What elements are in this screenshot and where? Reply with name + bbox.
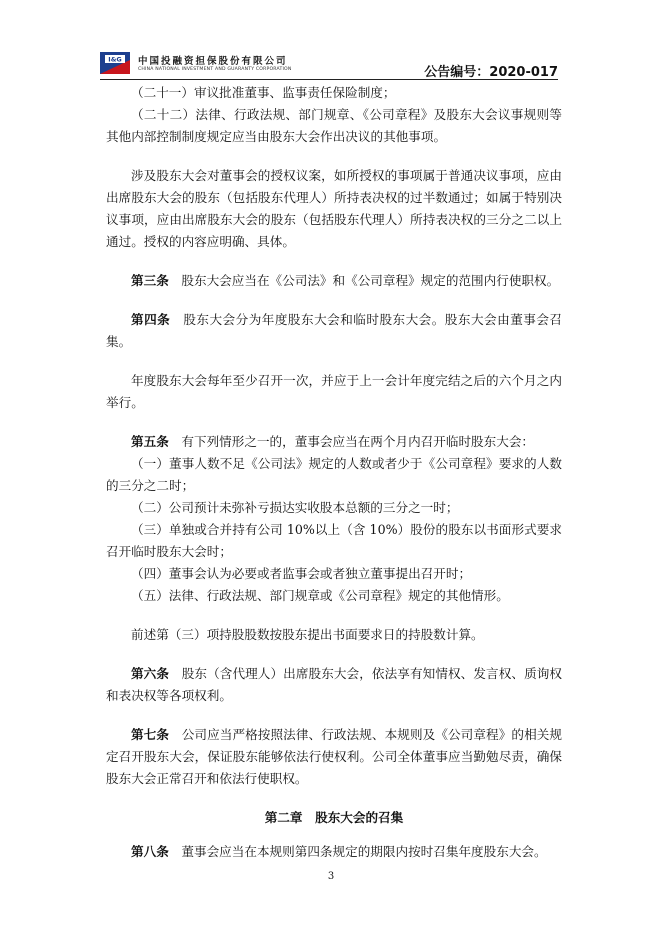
company-logo bbox=[100, 52, 130, 74]
logo-text: I&G bbox=[108, 55, 122, 64]
logo-emblem-icon bbox=[100, 52, 130, 74]
article-5-item: （五）法律、行政法规、部门规章或《公司章程》规定的其他情形。 bbox=[131, 588, 509, 603]
article-8 bbox=[106, 841, 562, 863]
document-body bbox=[106, 82, 562, 863]
article-7-label: 第七条 bbox=[131, 727, 170, 742]
article-6-label: 第六条 bbox=[131, 666, 170, 681]
company-name-cn: 中国投融资担保股份有限公司 bbox=[138, 56, 288, 67]
article-6-text: 股东（含代理人）出席股东大会，依法享有知情权、发言权、质询权和表决权等各项权利。 bbox=[106, 666, 563, 703]
header-divider bbox=[100, 79, 558, 80]
article-8-label: 第八条 bbox=[131, 844, 169, 859]
article-5-label: 第五条 bbox=[131, 434, 169, 449]
page-header bbox=[100, 48, 558, 78]
article-4-annual: 年度股东大会每年至少召开一次，并应于上一会计年度完结之后的六个月之内举行。 bbox=[106, 373, 562, 410]
chapter-2-title: 第二章 股东大会的召集 bbox=[264, 810, 404, 825]
article-4-text: 股东大会分为年度股东大会和临时股东大会。股东大会由董事会召集。 bbox=[106, 312, 563, 349]
article-5-item: （一）董事人数不足《公司法》规定的人数或者少于《公司章程》要求的人数的三分之二时； bbox=[106, 456, 562, 493]
article-5 bbox=[106, 431, 562, 453]
item-22: （二十二）法律、行政法规、部门规章、《公司章程》及股东大会议事规则等其他内部控制制度规定应当由股东大会作出决议的其他事项。 bbox=[106, 107, 562, 144]
article-8-text: 董事会应当在本规则第四条规定的期限内按时召集年度股东大会。 bbox=[181, 844, 547, 859]
page-number: 3 bbox=[327, 871, 335, 882]
article-5-text: 有下列情形之一的，董事会应当在两个月内召开临时股东大会： bbox=[181, 434, 534, 449]
article-3-label: 第三条 bbox=[131, 273, 169, 288]
article-5-item: （四）董事会认为必要或者监事会或者独立董事提出召开时； bbox=[131, 566, 472, 581]
item-21: （二十一）审议批准董事、监事责任保险制度； bbox=[131, 85, 396, 100]
article-6 bbox=[106, 663, 562, 707]
article-3-text: 股东大会应当在《公司法》和《公司章程》规定的范围内行使职权。 bbox=[181, 273, 560, 288]
article-3 bbox=[106, 270, 562, 292]
article-5-item: （二）公司预计未弥补亏损达实收股本总额的三分之一时； bbox=[131, 500, 459, 515]
authorization-paragraph: 涉及股东大会对董事会的授权议案，如所授权的事项属于普通决议事项，应由出席股东大会的股东（包括股东代理人）所持表决权的过半数通过；如属于特别决议事项，应由出席股东大会的股东（包括股东代理人）所持表决权的三分之二以上通过。授权的内容应明确、具体。 bbox=[106, 168, 562, 249]
article-4-label: 第四条 bbox=[131, 312, 171, 327]
notice-number: 公告编号：2020-017 bbox=[424, 65, 558, 80]
article-5-item: （三）单独或合并持有公司 10%以上（含 10%）股份的股东以书面形式要求召开临时股东大会时； bbox=[106, 522, 562, 559]
article-4 bbox=[106, 309, 562, 353]
article-5-note: 前述第（三）项持股股数按股东提出书面要求日的持股数计算。 bbox=[131, 627, 484, 642]
company-name-en: CHINA NATIONAL INVESTMENT AND GUARANTY CORPORATION bbox=[138, 67, 292, 72]
article-7 bbox=[106, 724, 562, 790]
article-7-text: 公司应当严格按照法律、行政法规、本规则及《公司章程》的相关规定召开股东大会，保证股东能够依法行使权利。公司全体董事应当勤勉尽责，确保股东大会正常召开和依法行使职权。 bbox=[106, 727, 563, 786]
